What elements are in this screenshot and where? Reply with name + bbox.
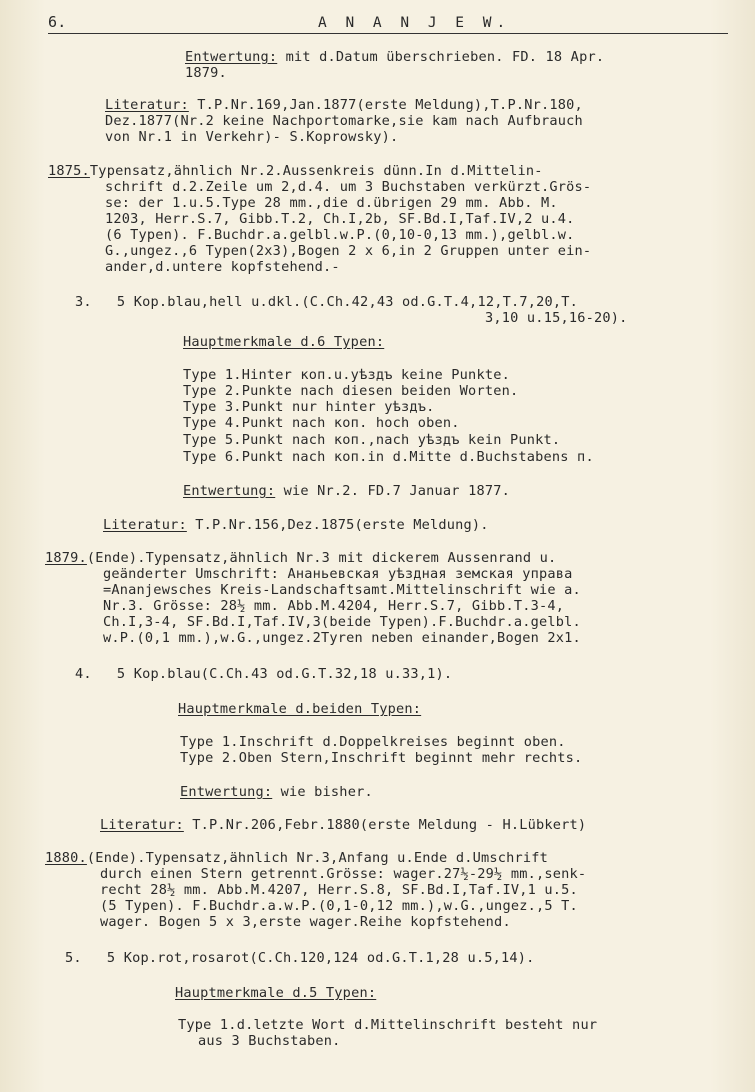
- text-line: [180, 734, 566, 750]
- text-line: [485, 310, 628, 326]
- line-text: recht 28½ mm. Abb.M.4207, Herr.S.8, SF.Bd.I,Taf.IV,1 u.5.: [100, 882, 578, 898]
- line-text: Type 1.Inschrift d.Doppelkreises beginnt oben.: [180, 734, 566, 750]
- line-text: aus 3 Buchstaben.: [198, 1033, 341, 1049]
- underlined-heading: Literatur:: [105, 97, 189, 113]
- line-text: Dez.1877(Nr.2 keine Nachportomarke,sie kam nach Aufbrauch: [105, 113, 583, 129]
- text-line: [175, 985, 376, 1001]
- line-text: wie bisher.: [272, 784, 373, 800]
- text-line: [105, 113, 583, 129]
- text-line: [183, 415, 460, 431]
- underlined-heading: Hauptmerkmale d.5 Typen:: [175, 985, 377, 1001]
- line-text: (Ende).Typensatz,ähnlich Nr.3,Anfang u.Ende d.Umschrift: [86, 850, 549, 866]
- text-line: [105, 179, 591, 195]
- underlined-heading: Entwertung:: [185, 49, 278, 65]
- text-line: [100, 914, 511, 930]
- line-text: durch einen Stern getrennt.Grösse: wager.27½-29½ mm.,senk-: [100, 866, 587, 882]
- line-text: von Nr.1 in Verkehr)- S.Koprowsky).: [105, 129, 399, 145]
- underlined-heading: Literatur:: [103, 517, 187, 533]
- text-line: [198, 1033, 341, 1049]
- line-text: 5. 5 Kop.rot,rosarot(C.Ch.120,124 od.G.T.1,28 u.5,14).: [65, 950, 535, 966]
- text-line: [105, 243, 591, 259]
- line-text: 3,10 u.15,16-20).: [485, 310, 628, 326]
- text-line: [75, 666, 452, 682]
- line-text: Type 5.Punkt nach коп.,nach уѣздъ kein Punkt.: [183, 432, 561, 448]
- line-text: G.,ungez.,6 Typen(2x3),Bogen 2 x 6,in 2 Gruppen unter ein-: [105, 243, 592, 259]
- text-line: [65, 950, 535, 966]
- text-line: [185, 65, 227, 81]
- line-text: T.P.Nr.156,Dez.1875(erste Meldung).: [186, 517, 489, 533]
- line-text: Type 2.Oben Stern,Inschrift beginnt mehr rechts.: [180, 750, 583, 766]
- line-text: Type 1.d.letzte Wort d.Mittelinschrift besteht nur: [178, 1017, 598, 1033]
- line-text: Nr.3. Grösse: 28½ mm. Abb.M.4204, Herr.S.7, Gibb.T.3-4,: [103, 598, 565, 614]
- underlined-heading: 1880.: [45, 850, 87, 866]
- line-text: T.P.Nr.169,Jan.1877(erste Meldung),T.P.Nr.180,: [188, 97, 583, 113]
- text-line: [100, 817, 586, 833]
- text-line: [103, 614, 581, 630]
- text-line: [103, 566, 573, 582]
- line-text: geänderter Umschrift: Ананьевская уѣздная земская управа: [103, 566, 573, 582]
- text-line: [100, 898, 578, 914]
- line-text: Type 6.Punkt nach коп.in d.Mitte d.Buchstabens п.: [183, 449, 594, 465]
- line-text: Type 3.Punkt nur hinter уѣздъ.: [183, 399, 435, 415]
- line-text: w.P.(0,1 mm.),w.G.,ungez.2Tyren neben einander,Bogen 2x1.: [103, 630, 581, 646]
- text-line: [105, 129, 398, 145]
- line-text: 1879.: [185, 65, 227, 81]
- line-text: 3. 5 Kop.blau,hell u.dkl.(C.Ch.42,43 od.G.T.4,12,T.7,20,T.: [75, 294, 579, 310]
- line-text: 1203, Herr.S.7, Gibb.T.2, Ch.I,2b, SF.Bd.I,Taf.IV,2 u.4.: [105, 211, 575, 227]
- text-line: [103, 598, 564, 614]
- line-text: mit d.Datum überschrieben. FD. 18 Apr.: [277, 49, 605, 65]
- line-text: schrift d.2.Zeile um 2,d.4. um 3 Buchstaben verkürzt.Grös-: [105, 179, 592, 195]
- text-line: [45, 550, 556, 566]
- text-line: [183, 449, 594, 465]
- text-line: [100, 866, 586, 882]
- text-line: [105, 195, 558, 211]
- text-line: [178, 1017, 597, 1033]
- line-text: Type 2.Punkte nach diesen beiden Worten.: [183, 383, 519, 399]
- text-line: [183, 399, 435, 415]
- line-text: 4. 5 Kop.blau(C.Ch.43 od.G.T.32,18 u.33,1).: [75, 666, 453, 682]
- text-line: [105, 97, 583, 113]
- line-text: wager. Bogen 5 x 3,erste wager.Reihe kopfstehend.: [100, 914, 511, 930]
- text-line: [183, 334, 384, 350]
- underlined-heading: 1875.: [48, 163, 90, 179]
- text-line: [183, 483, 510, 499]
- page-number: 6.: [48, 13, 67, 31]
- text-line: [180, 784, 373, 800]
- text-line: [100, 882, 578, 898]
- text-line: [105, 259, 340, 275]
- text-line: [105, 211, 575, 227]
- text-line: [48, 163, 543, 179]
- text-line: [178, 701, 421, 717]
- text-line: [105, 227, 575, 243]
- line-text: (Ende).Typensatz,ähnlich Nr.3 mit dickerem Aussenrand u.: [86, 550, 557, 566]
- underlined-heading: Hauptmerkmale d.beiden Typen:: [178, 701, 422, 717]
- underlined-heading: Entwertung:: [180, 784, 273, 800]
- underlined-heading: Entwertung:: [183, 483, 276, 499]
- text-line: [103, 582, 581, 598]
- header-rule: [48, 33, 728, 34]
- text-line: [45, 850, 548, 866]
- underlined-heading: Literatur:: [100, 817, 184, 833]
- underlined-heading: 1879.: [45, 550, 87, 566]
- text-line: [103, 517, 489, 533]
- text-line: [183, 432, 560, 448]
- text-line: [183, 367, 510, 383]
- text-line: [180, 750, 582, 766]
- line-text: (6 Typen). F.Buchdr.a.gelbl.w.P.(0,10-0,13 mm.),gelbl.w.: [105, 227, 575, 243]
- line-text: se: der 1.u.5.Type 28 mm.,die d.übrigen 29 mm. Abb. M.: [105, 195, 558, 211]
- line-text: Type 1.Hinter коп.u.уѣздъ keine Punkte.: [183, 367, 510, 383]
- line-text: Typensatz,ähnlich Nr.2.Aussenkreis dünn.In d.Mittelin-: [89, 163, 543, 179]
- line-text: (5 Typen). F.Buchdr.a.w.P.(0,1-0,12 mm.),w.G.,ungez.,5 T.: [100, 898, 578, 914]
- underlined-heading: Hauptmerkmale d.6 Typen:: [183, 334, 385, 350]
- line-text: Type 4.Punkt nach коп. hoch oben.: [183, 415, 460, 431]
- line-text: ander,d.untere kopfstehend.-: [105, 259, 340, 275]
- text-line: [185, 49, 604, 65]
- line-text: wie Nr.2. FD.7 Januar 1877.: [275, 483, 510, 499]
- text-line: [183, 383, 518, 399]
- line-text: Ch.I,3-4, SF.Bd.I,Taf.IV,3(beide Typen).F.Buchdr.a.gelbl.: [103, 614, 581, 630]
- text-line: [103, 630, 581, 646]
- text-line: [75, 294, 578, 310]
- line-text: T.P.Nr.206,Febr.1880(erste Meldung - H.Lübkert): [183, 817, 587, 833]
- page-title: A N A N J E W.: [318, 15, 511, 31]
- line-text: =Ananjewsches Kreis-Landschaftsamt.Mittelinschrift wie a.: [103, 582, 581, 598]
